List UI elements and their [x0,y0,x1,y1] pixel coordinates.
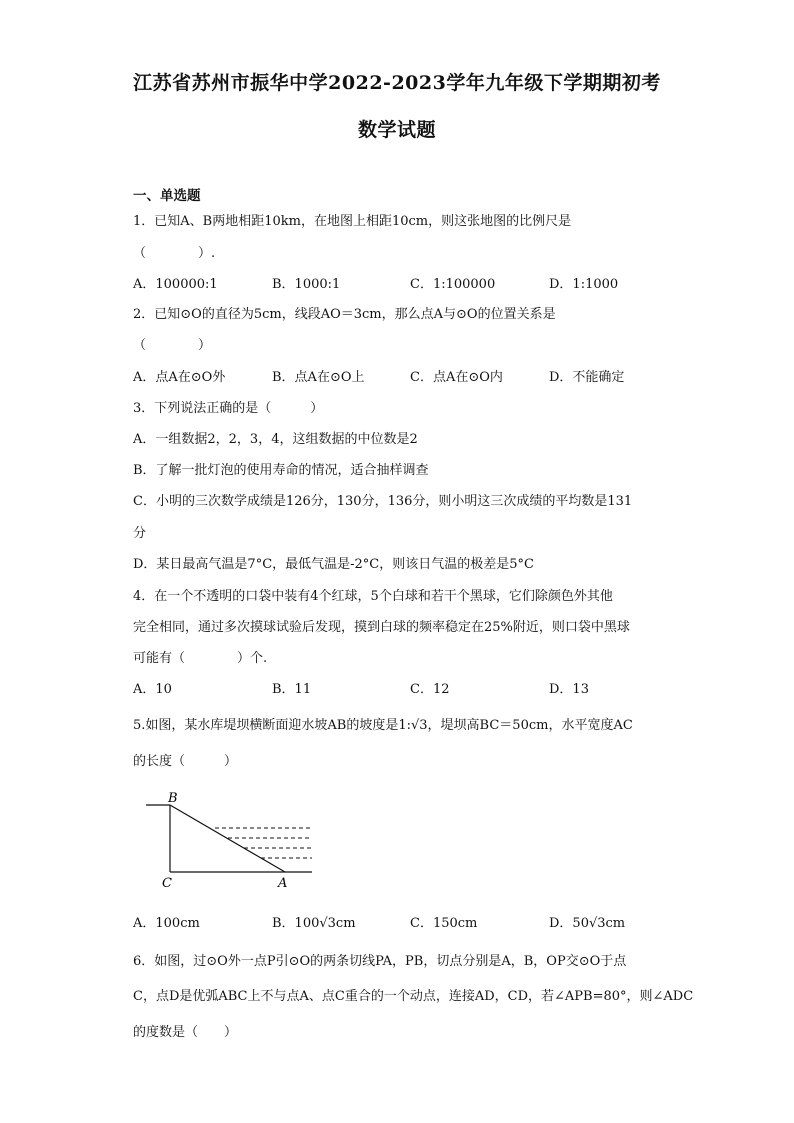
q6-stem-line2: C，点D是优弧ABC上不与点A、点C重合的一个动点，连接AD，CD，若∠APB=80°，则∠ADC [133,989,694,1004]
q2-stem: 2．已知⊙O的直径为5cm，线段AO＝3cm，那么点A与⊙O的位置关系是 [133,307,556,322]
q1-option-c: C．1:100000 [410,277,496,292]
q1-option-b: B．1000:1 [272,277,341,292]
q4-option-a: A．10 [133,682,172,697]
dam-cross-section-figure [140,790,320,895]
q2-blank: （ ） [133,338,212,353]
q5-option-b: B．100√3cm [272,916,356,931]
q2-option-c: C．点A在⊙O内 [410,370,503,385]
q2-option-a: A．点A在⊙O外 [133,370,226,385]
q4-option-c: C．12 [410,682,450,697]
q6-stem-line3: 的度数是（ ） [133,1025,238,1040]
label-b: B [168,791,178,806]
q3-option-d: D．某日最高气温是7°C，最低气温是-2°C，则该日气温的极差是5°C [133,557,534,572]
q3-option-c-line2: 分 [133,526,147,541]
q5-option-a: A．100cm [133,916,200,931]
q2-option-b: B．点A在⊙O上 [272,370,365,385]
q6-stem-line1: 6．如图，过⊙O外一点P引⊙O的两条切线PA，PB，切点分别是A，B，OP交⊙O于点 [133,954,627,969]
q4-option-d: D．13 [549,682,589,697]
section-heading: 一、单选题 [133,188,201,204]
label-a: A [278,876,288,891]
q5-stem-line2: 的长度（ ） [133,754,238,769]
q4-stem-line2: 完全相同，通过多次摸球试验后发现，摸到白球的频率稳定在25%附近，则口袋中黑球 [133,620,630,635]
q4-stem-line3: 可能有（ ）个. [133,651,268,666]
q3-stem: 3．下列说法正确的是（ ） [133,401,324,416]
q4-option-b: B．11 [272,682,312,697]
exam-title-line2: 数学试题 [357,119,436,141]
q2-option-d: D．不能确定 [549,370,625,385]
q3-option-b: B．了解一批灯泡的使用寿命的情况，适合抽样调查 [133,463,429,478]
q4-stem-line1: 4．在一个不透明的口袋中装有4个红球，5个白球和若干个黑球，它们除颜色外其他 [133,589,613,604]
q1-blank: （ ）. [133,246,216,261]
q5-option-c: C．150cm [410,916,478,931]
q3-option-a: A．一组数据2，2，3，4，这组数据的中位数是2 [133,432,418,447]
q5-option-d: D．50√3cm [549,916,626,931]
q3-option-c-line1: C．小明的三次数学成绩是126分，130分，136分，则小明这三次成绩的平均数是131 [133,494,633,509]
q1-option-a: A．100000:1 [133,277,218,292]
q5-stem-line1: 5.如图，某水库堤坝横断面迎水坡AB的坡度是1:√3，堤坝高BC＝50cm，水平宽度AC [133,718,633,733]
label-c: C [162,876,172,891]
q1-stem: 1．已知A、B两地相距10km，在地图上相距10cm，则这张地图的比例尺是 [133,214,572,229]
segment-ab [170,805,285,872]
exam-title-line1: 江苏省苏州市振华中学2022-2023学年九年级下学期期初考 [133,72,661,94]
q1-option-d: D．1:1000 [549,277,619,292]
